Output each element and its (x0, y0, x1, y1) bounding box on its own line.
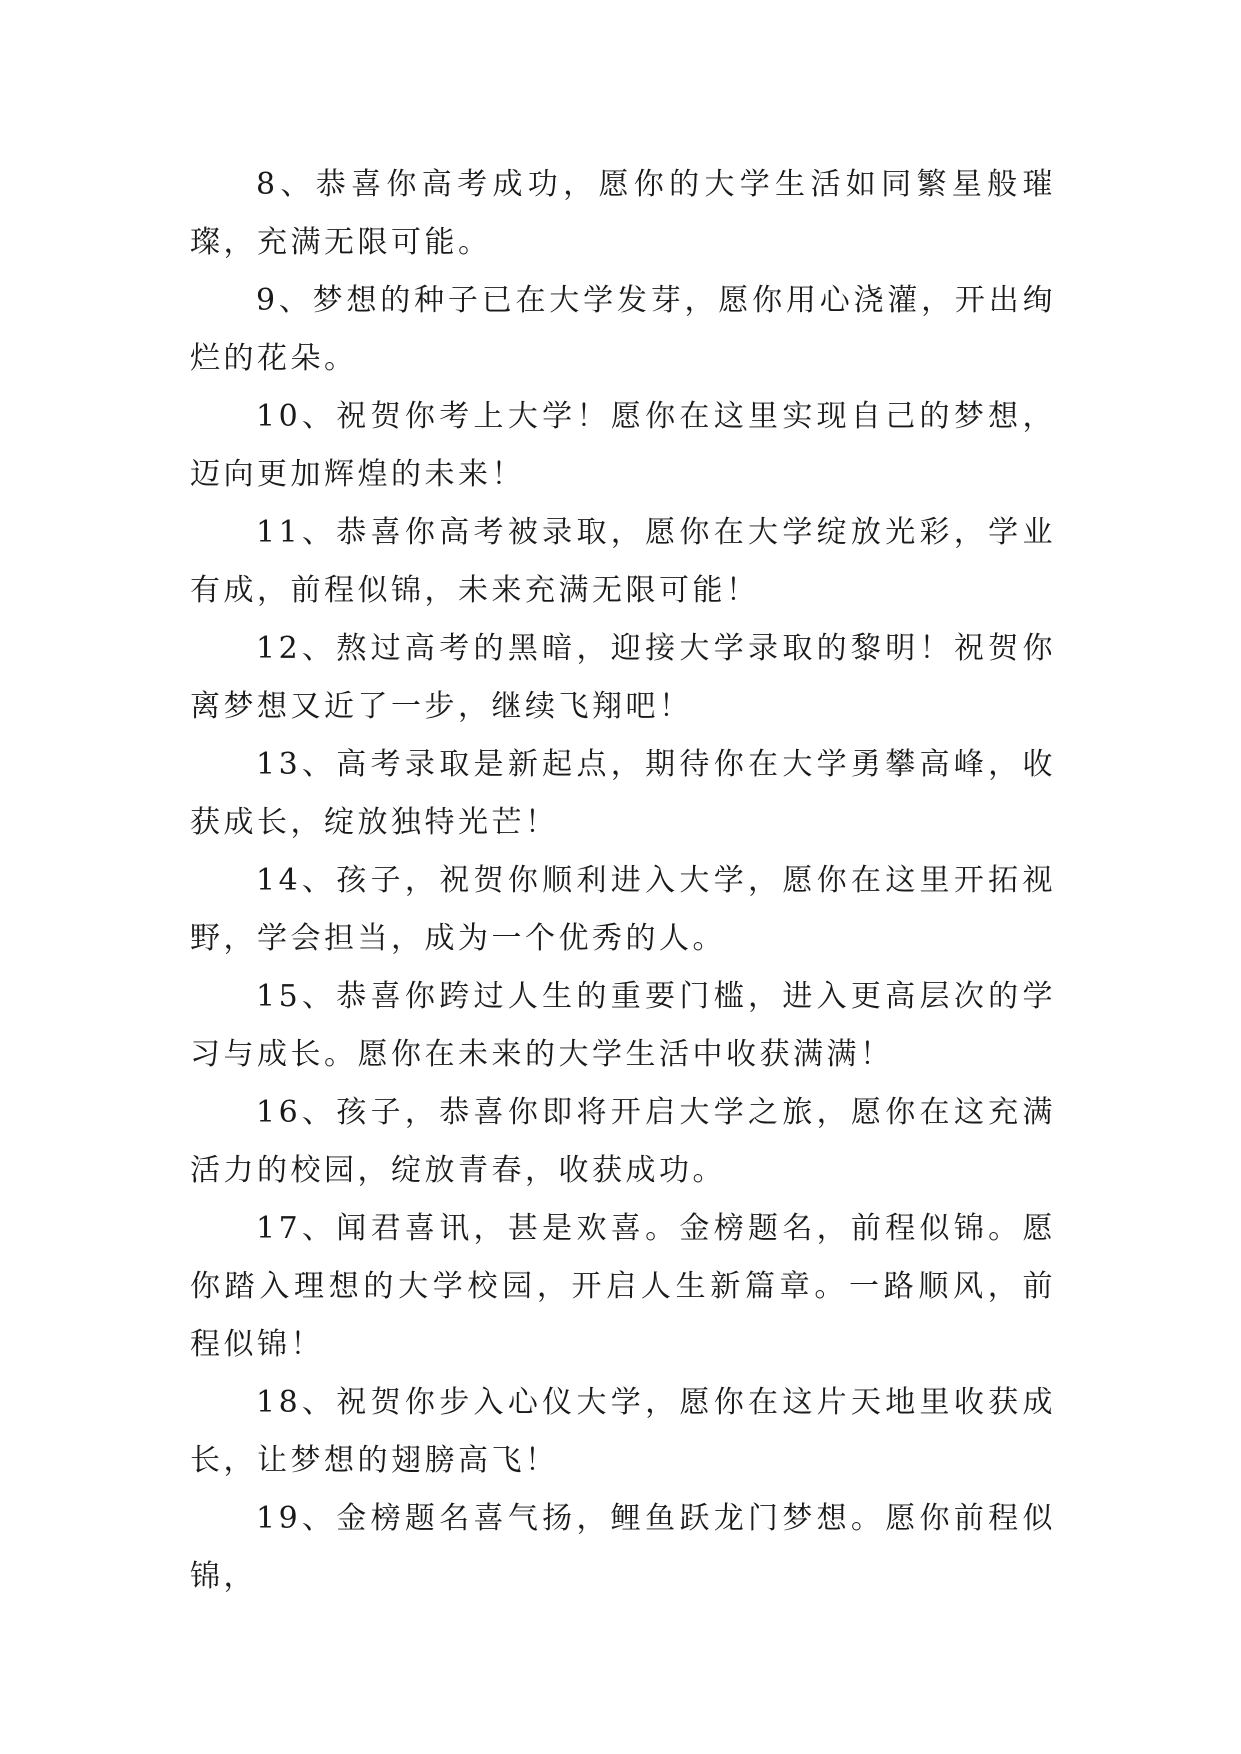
paragraph-14: 14、孩子，祝贺你顺利进入大学，愿你在这里开拓视野，学会担当，成为一个优秀的人。 (190, 863, 1056, 956)
paragraph-11: 11、恭喜你高考被录取，愿你在大学绽放光彩，学业有成，前程似锦，未来充满无限可能！ (190, 515, 1056, 608)
paragraph-8: 8、恭喜你高考成功，愿你的大学生活如同繁星般璀璨，充满无限可能。 (190, 167, 1056, 260)
paragraph-13: 13、高考录取是新起点，期待你在大学勇攀高峰，收获成长，绽放独特光芒！ (190, 747, 1056, 840)
paragraph-12: 12、熬过高考的黑暗，迎接大学录取的黎明！祝贺你离梦想又近了一步，继续飞翔吧！ (190, 631, 1056, 724)
paragraph-18: 18、祝贺你步入心仪大学，愿你在这片天地里收获成长，让梦想的翅膀高飞！ (190, 1385, 1056, 1478)
paragraph-17: 17、闻君喜讯，甚是欢喜。金榜题名，前程似锦。愿你踏入理想的大学校园，开启人生新篇章。一路顺风，前程似锦！ (190, 1211, 1056, 1362)
document-page (190, 156, 1056, 1606)
paragraph-16: 16、孩子，恭喜你即将开启大学之旅，愿你在这充满活力的校园，绽放青春，收获成功。 (190, 1095, 1056, 1188)
paragraph-15: 15、恭喜你跨过人生的重要门槛，进入更高层次的学习与成长。愿你在未来的大学生活中收获满满！ (190, 979, 1056, 1072)
paragraph-9: 9、梦想的种子已在大学发芽，愿你用心浇灌，开出绚烂的花朵。 (190, 283, 1056, 376)
paragraph-10: 10、祝贺你考上大学！愿你在这里实现自己的梦想，迈向更加辉煌的未来！ (190, 399, 1056, 492)
paragraph-19: 19、金榜题名喜气扬，鲤鱼跃龙门梦想。愿你前程似锦， (190, 1501, 1056, 1594)
